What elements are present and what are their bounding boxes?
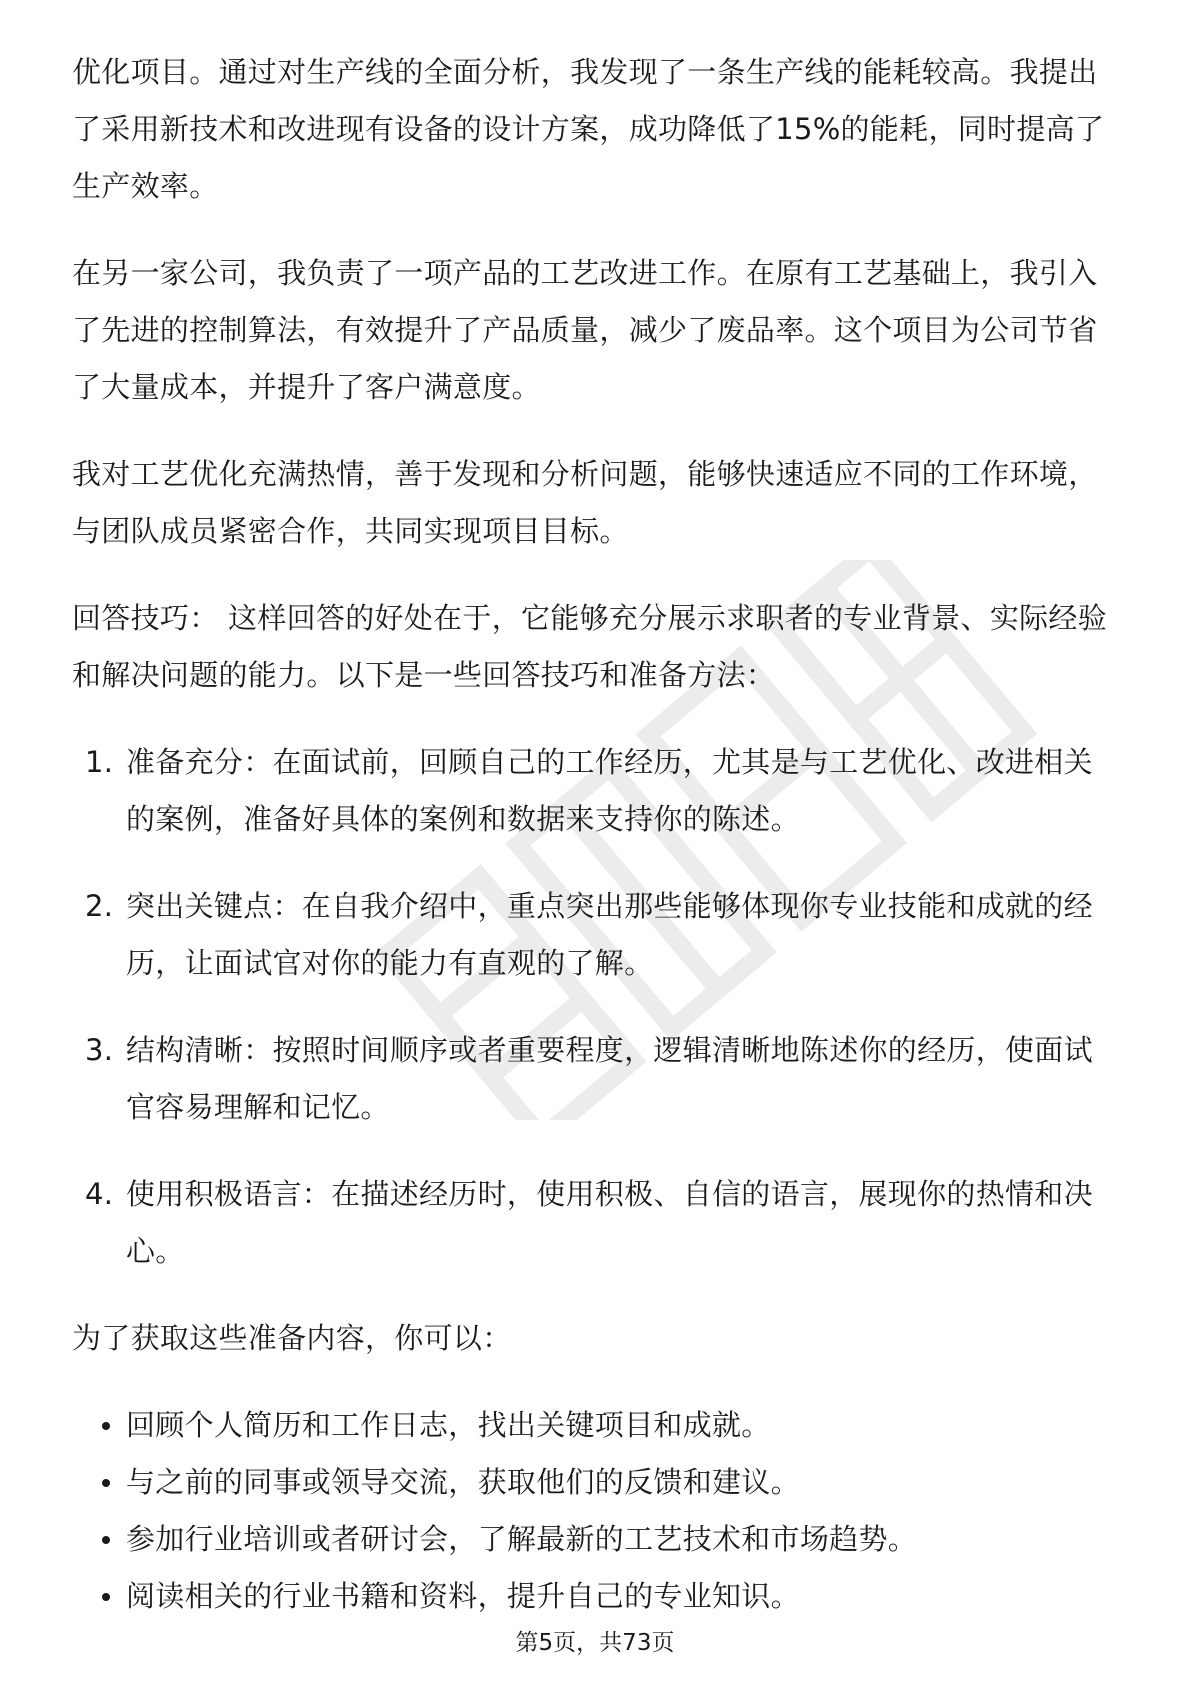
- tips-item-number: 3.: [85, 1033, 114, 1067]
- paragraph-project-optimization: 优化项目。通过对生产线的全面分析，我发现了一条生产线的能耗较高。我提出了采用新技术和改进现有设备的设计方案，成功降低了15%的能耗，同时提高了生产效率。: [72, 55, 1105, 203]
- page-number-footer: 第5页，共73页: [515, 1630, 675, 1656]
- paragraph-passion: 我对工艺优化充满热情，善于发现和分析问题，能够快速适应不同的工作环境，与团队成员紧密合作，共同实现项目目标。: [72, 457, 1098, 548]
- bullet-dot-icon: [102, 1536, 110, 1544]
- tips-item-text: 突出关键点：在自我介绍中，重点突出那些能够体现你专业技能和成就的经历，让面试官对你的能力有直观的了解。: [126, 889, 1093, 980]
- bullet-item-text: 阅读相关的行业书籍和资料，提升自己的专业知识。: [126, 1579, 800, 1613]
- tips-item-number: 4.: [85, 1177, 114, 1211]
- bullet-item-text: 回顾个人简历和工作日志，找出关键项目和成就。: [126, 1408, 771, 1442]
- bullet-item: [72, 1397, 1120, 1454]
- bullet-item: [72, 1511, 1120, 1568]
- tips-item: [72, 1022, 1120, 1136]
- tips-item: [72, 878, 1120, 992]
- bullet-item-text: 与之前的同事或领导交流，获取他们的反馈和建议。: [126, 1465, 800, 1499]
- paragraph-process-improvement: 在另一家公司，我负责了一项产品的工艺改进工作。在原有工艺基础上，我引入了先进的控制算法，有效提升了产品质量，减少了废品率。这个项目为公司节省了大量成本，并提升了客户满意度。: [72, 256, 1098, 404]
- bullet-dot-icon: [102, 1593, 110, 1601]
- bullet-dot-icon: [102, 1422, 110, 1430]
- prep-bullet-list: [72, 1397, 1120, 1625]
- tips-item-number: 2.: [85, 889, 114, 923]
- bullet-dot-icon: [102, 1479, 110, 1487]
- tips-item-text: 使用积极语言：在描述经历时，使用积极、自信的语言，展现你的热情和决心。: [126, 1177, 1093, 1268]
- tips-item-text: 结构清晰：按照时间顺序或者重要程度，逻辑清晰地陈述你的经历，使面试官容易理解和记忆。: [126, 1033, 1093, 1124]
- paragraph-answer-tips: 回答技巧： 这样回答的好处在于，它能够充分展示求职者的专业背景、实际经验和解决问题的能力。以下是一些回答技巧和准备方法：: [72, 601, 1108, 692]
- document-body: [72, 44, 1120, 1625]
- paragraph-prep-intro: 为了获取这些准备内容，你可以：: [72, 1321, 512, 1355]
- tips-item-text: 准备充分：在面试前，回顾自己的工作经历，尤其是与工艺优化、改进相关的案例，准备好具体的案例和数据来支持你的陈述。: [126, 745, 1093, 836]
- tips-list: [72, 734, 1120, 1280]
- bullet-item: [72, 1568, 1120, 1625]
- tips-item: [72, 734, 1120, 848]
- bullet-item: [72, 1454, 1120, 1511]
- tips-item-number: 1.: [85, 745, 114, 779]
- tips-item: [72, 1166, 1120, 1280]
- bullet-item-text: 参加行业培训或者研讨会，了解最新的工艺技术和市场趋势。: [126, 1522, 918, 1556]
